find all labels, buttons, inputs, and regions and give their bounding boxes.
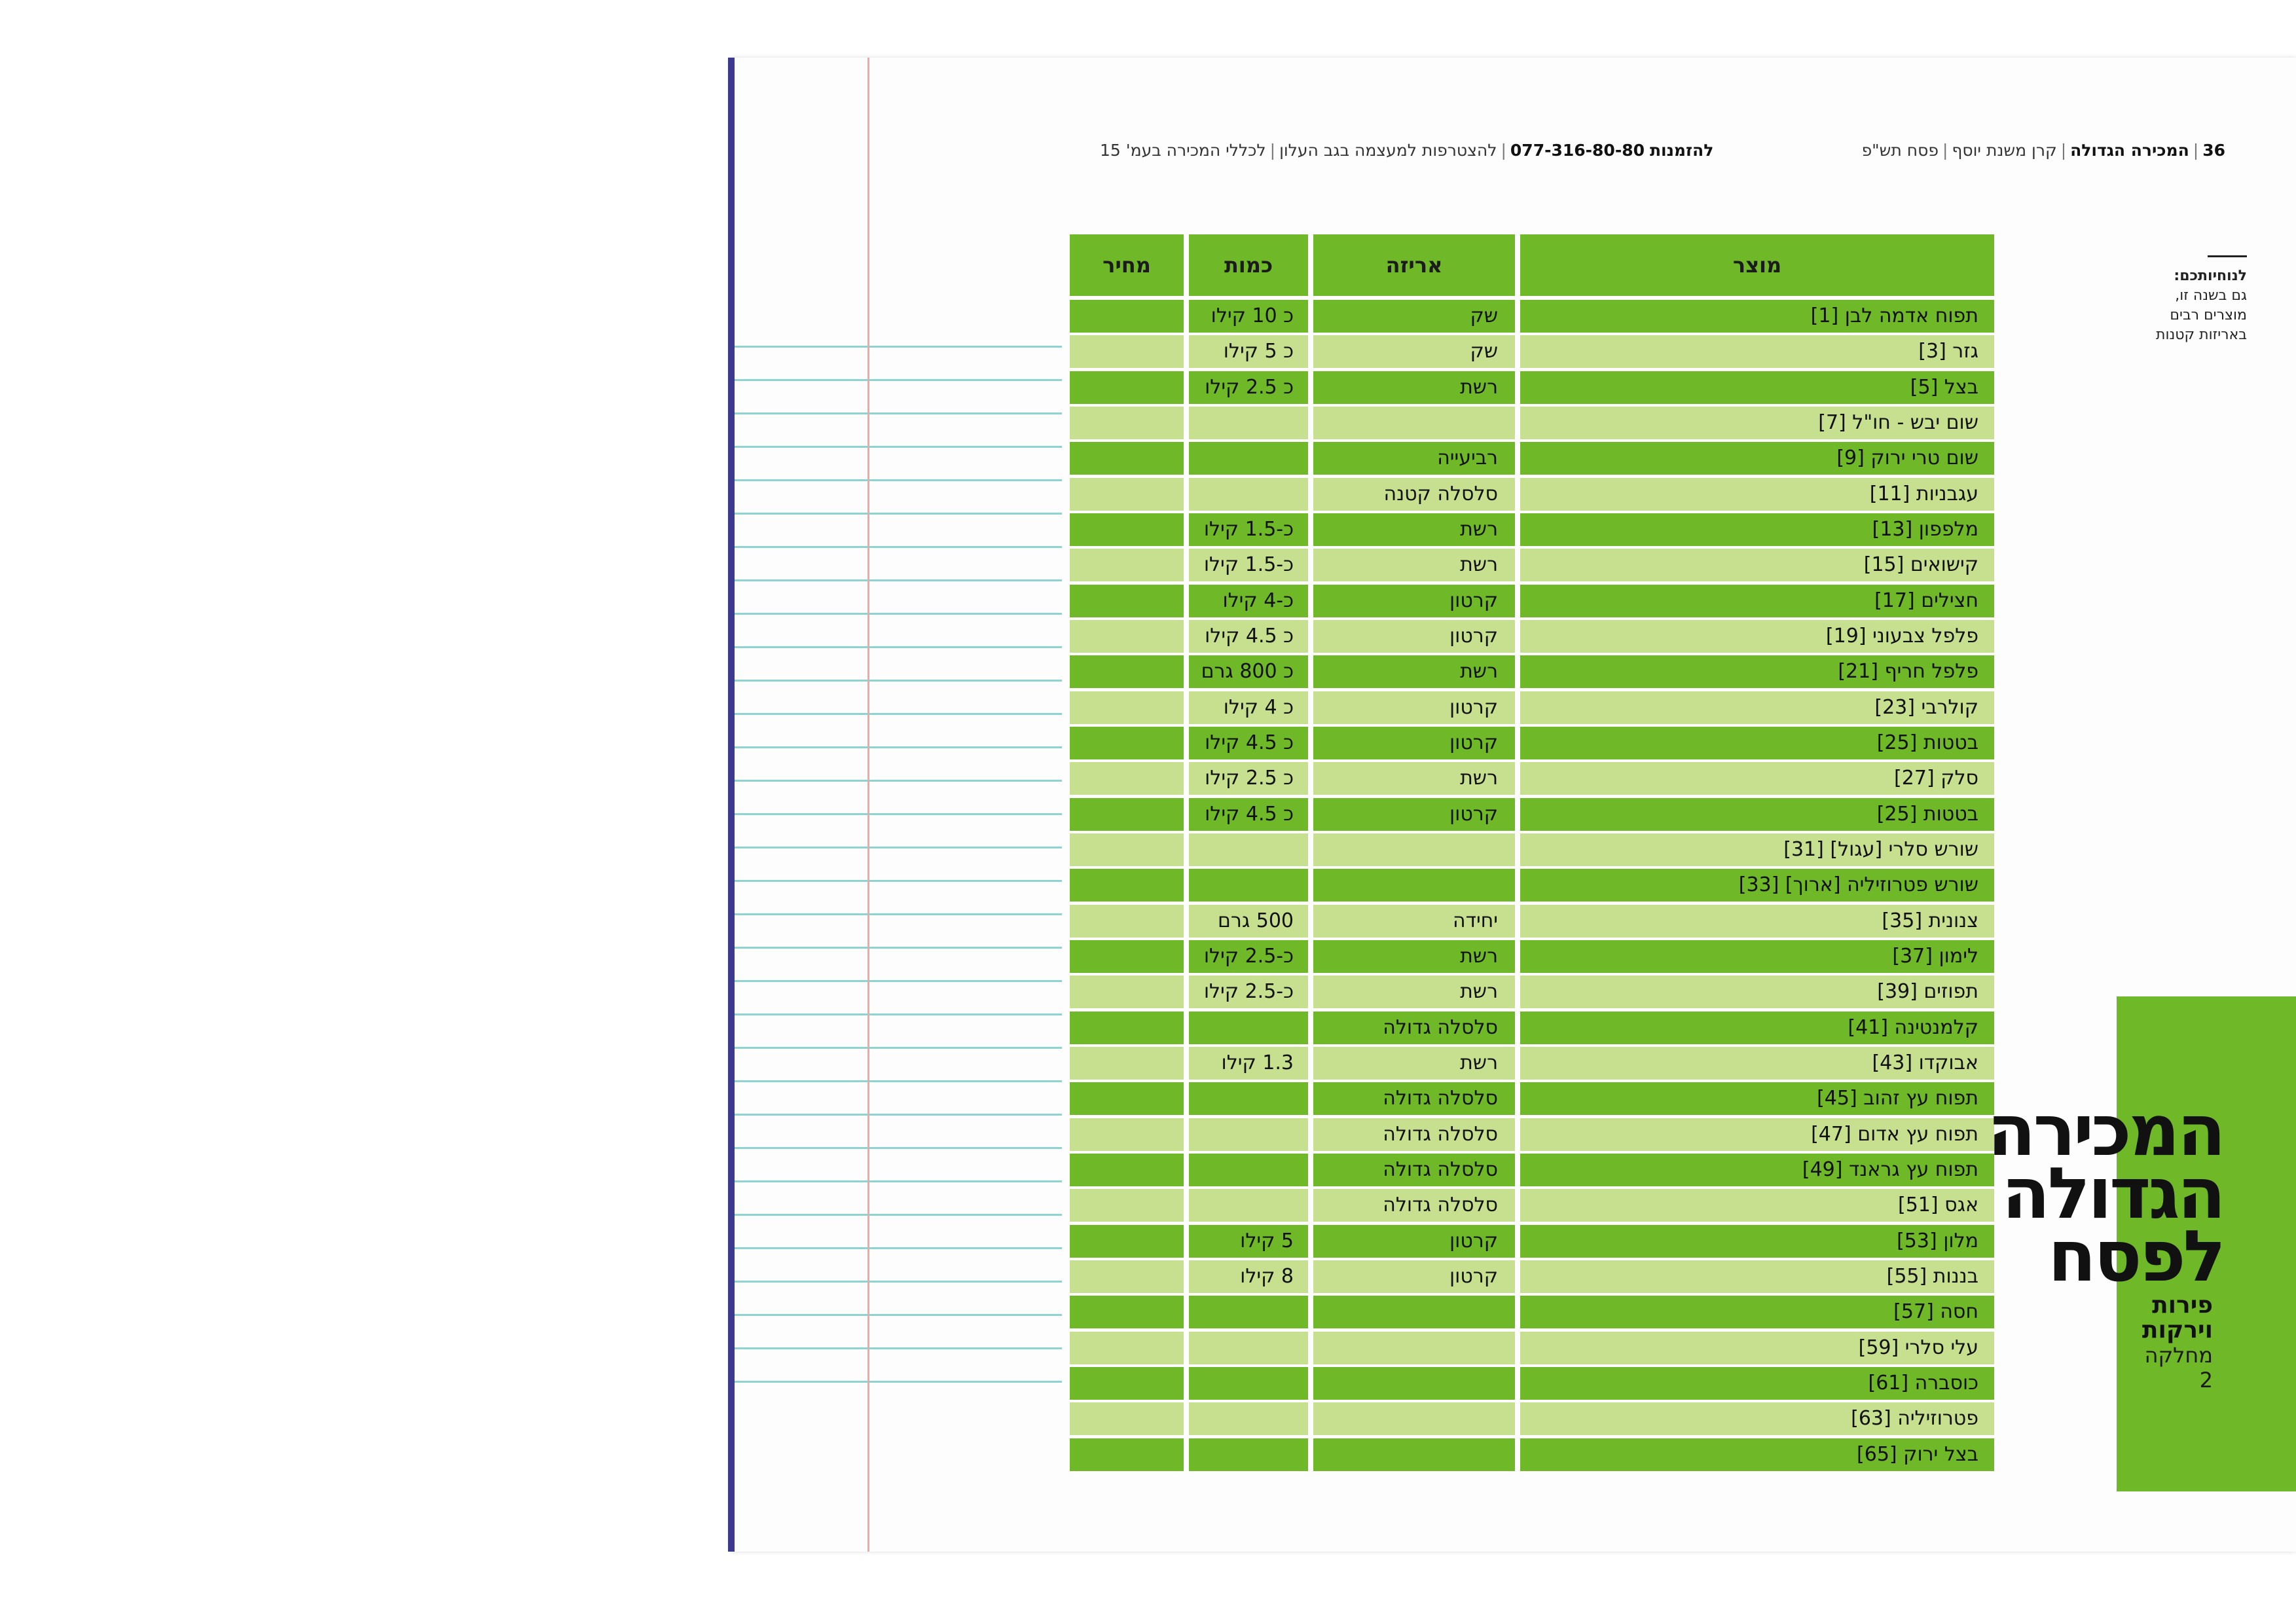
packaging-cell: סלסלה גדולה	[1313, 1189, 1515, 1222]
quantity-cell	[1189, 869, 1308, 902]
sale-title-line: לפסח	[2048, 1216, 2223, 1298]
packaging-cell	[1313, 1332, 1515, 1364]
table-row	[1070, 513, 1994, 546]
product-cell: אגס [51]	[1520, 1189, 1994, 1222]
table-row	[1070, 335, 1994, 368]
product-cell: פלפל חריף [21]	[1520, 655, 1994, 688]
packaging-cell: שק	[1313, 300, 1515, 333]
table-row	[1070, 1189, 1994, 1222]
product-cell: מלפפון [13]	[1520, 513, 1994, 546]
quantity-cell: 500 גרם	[1189, 905, 1308, 938]
packaging-cell: רשת	[1313, 371, 1515, 404]
packaging-cell: רשת	[1313, 655, 1515, 688]
price-input-cell[interactable]	[1070, 549, 1184, 581]
packaging-cell	[1313, 1438, 1515, 1471]
table-row	[1070, 442, 1994, 475]
department-number: 2	[2199, 1368, 2213, 1393]
price-input-cell[interactable]	[1070, 940, 1184, 973]
product-cell: בצל [5]	[1520, 371, 1994, 404]
side-note	[2142, 255, 2247, 345]
quantity-cell	[1189, 407, 1308, 439]
product-cell: כוסברה [61]	[1520, 1367, 1994, 1400]
table-row	[1070, 1225, 1994, 1258]
quantity-cell: כ 2.5 קילו	[1189, 371, 1308, 404]
packaging-cell: רשת	[1313, 513, 1515, 546]
table-row	[1070, 1082, 1994, 1115]
product-cell: תפוזים [39]	[1520, 976, 1994, 1008]
quantity-cell	[1189, 1082, 1308, 1115]
quantity-cell	[1189, 1154, 1308, 1186]
quantity-cell	[1189, 1189, 1308, 1222]
table-row	[1070, 655, 1994, 688]
packaging-cell: קרטון	[1313, 1225, 1515, 1258]
packaging-cell: רשת	[1313, 549, 1515, 581]
quantity-cell: 8 קילו	[1189, 1260, 1308, 1293]
rules-text: לכללי המכירה בעמ' 15	[1100, 141, 1266, 160]
table-row	[1070, 691, 1994, 724]
department-name-line: פירות	[2152, 1292, 2213, 1319]
table-row	[1070, 798, 1994, 831]
price-input-cell[interactable]	[1070, 1260, 1184, 1293]
price-input-cell[interactable]	[1070, 1154, 1184, 1186]
page-header-left: להזמנות 077-316-80-80|להצטרפות למעצמה בגב העלון|לכללי המכירה בעמ' 15	[1100, 141, 1714, 160]
product-cell: שום יבש - חו"ל [7]	[1520, 407, 1994, 439]
product-cell: מלון [53]	[1520, 1225, 1994, 1258]
packaging-cell: סלסלה קטנה	[1313, 478, 1515, 511]
packaging-cell: קרטון	[1313, 585, 1515, 617]
price-input-cell[interactable]	[1070, 1438, 1184, 1471]
table-header	[1070, 234, 1994, 296]
price-input-cell[interactable]	[1070, 1189, 1184, 1222]
quantity-cell: כ 800 גרם	[1189, 655, 1308, 688]
packaging-cell: קרטון	[1313, 620, 1515, 653]
sale-title	[1987, 1090, 2223, 1298]
product-cell: תפוח עץ זהוב [45]	[1520, 1082, 1994, 1115]
header-sale-title: המכירה הגדולה	[2070, 141, 2189, 160]
product-cell: שורש סלרי [עגול] [31]	[1520, 833, 1994, 866]
note-title: לנוחיותכם:	[2174, 268, 2247, 284]
note-body: גם בשנה זו, מוצרים רבים באריזות קטנות	[2156, 287, 2247, 343]
table-row	[1070, 1047, 1994, 1080]
order-table	[1070, 234, 1994, 1474]
price-input-cell[interactable]	[1070, 1012, 1184, 1044]
packaging-cell	[1313, 1402, 1515, 1435]
packaging-cell	[1313, 869, 1515, 902]
price-input-cell[interactable]	[1070, 442, 1184, 475]
product-cell: תפוח עץ אדום [47]	[1520, 1118, 1994, 1151]
quantity-cell	[1189, 1367, 1308, 1400]
quantity-cell: כ-1.5 קילו	[1189, 549, 1308, 581]
notebook-margin-line	[867, 58, 869, 1552]
table-row	[1070, 549, 1994, 581]
product-cell: עגבניות [11]	[1520, 478, 1994, 511]
quantity-cell: כ-4 קילו	[1189, 585, 1308, 617]
table-row	[1070, 1260, 1994, 1293]
price-input-cell[interactable]	[1070, 1296, 1184, 1328]
table-row	[1070, 620, 1994, 653]
header-holiday: פסח תש"פ	[1861, 141, 1939, 160]
table-row	[1070, 1367, 1994, 1400]
header-price: מחיר	[1070, 234, 1184, 296]
packaging-cell: רשת	[1313, 940, 1515, 973]
product-cell: שורש פטרוזיליה [ארוך] [33]	[1520, 869, 1994, 902]
packaging-cell: קרטון	[1313, 1260, 1515, 1293]
product-cell: לימון [37]	[1520, 940, 1994, 973]
packaging-cell: רביעייה	[1313, 442, 1515, 475]
table-row	[1070, 727, 1994, 759]
price-input-cell[interactable]	[1070, 407, 1184, 439]
price-input-cell[interactable]	[1070, 833, 1184, 866]
packaging-cell: סלסלה גדולה	[1313, 1154, 1515, 1186]
product-cell: קישואים [15]	[1520, 549, 1994, 581]
price-input-cell[interactable]	[1070, 905, 1184, 938]
product-cell: גזר [3]	[1520, 335, 1994, 368]
packaging-cell: רשת	[1313, 976, 1515, 1008]
header-packaging: אריזה	[1313, 234, 1515, 296]
quantity-cell	[1189, 1296, 1308, 1328]
note-rule	[2208, 255, 2247, 257]
table-row	[1070, 1438, 1994, 1471]
price-input-cell[interactable]	[1070, 335, 1184, 368]
product-cell: בטטות [25]	[1520, 798, 1994, 831]
quantity-cell: כ-2.5 קילו	[1189, 940, 1308, 973]
table-row	[1070, 905, 1994, 938]
department-word: מחלקה	[2144, 1343, 2213, 1368]
page-number: 36	[2202, 141, 2225, 160]
product-cell: בננות [55]	[1520, 1260, 1994, 1293]
packaging-cell: סלסלה גדולה	[1313, 1118, 1515, 1151]
quantity-cell	[1189, 442, 1308, 475]
price-input-cell[interactable]	[1070, 1367, 1184, 1400]
quantity-cell	[1189, 1438, 1308, 1471]
packaging-cell: קרטון	[1313, 727, 1515, 759]
packaging-cell	[1313, 1367, 1515, 1400]
quantity-cell: כ 4.5 קילו	[1189, 620, 1308, 653]
packaging-cell: קרטון	[1313, 691, 1515, 724]
packaging-cell	[1313, 1296, 1515, 1328]
table-row	[1070, 976, 1994, 1008]
price-input-cell[interactable]	[1070, 513, 1184, 546]
sale-title-line: הגדולה	[2001, 1153, 2223, 1235]
price-input-cell[interactable]	[1070, 371, 1184, 404]
packaging-cell: קרטון	[1313, 798, 1515, 831]
product-cell: פלפל צבעוני [19]	[1520, 620, 1994, 653]
price-input-cell[interactable]	[1070, 1082, 1184, 1115]
price-input-cell[interactable]	[1070, 869, 1184, 902]
quantity-cell	[1189, 1332, 1308, 1364]
quantity-cell: כ 4 קילו	[1189, 691, 1308, 724]
packaging-cell	[1313, 407, 1515, 439]
department-name-line: וירקות	[2141, 1317, 2213, 1343]
orders-label: להזמנות	[1649, 141, 1714, 160]
price-input-cell[interactable]	[1070, 691, 1184, 724]
table-row	[1070, 1296, 1994, 1328]
table-row	[1070, 300, 1994, 333]
product-cell: קולרבי [23]	[1520, 691, 1994, 724]
packaging-cell: שק	[1313, 335, 1515, 368]
packaging-cell: רשת	[1313, 1047, 1515, 1080]
product-cell: פטרוזיליה [63]	[1520, 1402, 1994, 1435]
product-cell: קלמנטינה [41]	[1520, 1012, 1994, 1044]
header-quantity: כמות	[1189, 234, 1308, 296]
quantity-cell	[1189, 1402, 1308, 1435]
price-input-cell[interactable]	[1070, 620, 1184, 653]
quantity-cell	[1189, 833, 1308, 866]
table-row	[1070, 940, 1994, 973]
price-input-cell[interactable]	[1070, 727, 1184, 759]
quantity-cell: כ 4.5 קילו	[1189, 798, 1308, 831]
product-cell: אבוקדו [43]	[1520, 1047, 1994, 1080]
table-body	[1070, 300, 1994, 1471]
table-row	[1070, 1402, 1994, 1435]
price-input-cell[interactable]	[1070, 1118, 1184, 1151]
table-row	[1070, 1332, 1994, 1364]
table-row	[1070, 407, 1994, 439]
table-row	[1070, 833, 1994, 866]
header-product: מוצר	[1520, 234, 1994, 296]
product-cell: בצל ירוק [65]	[1520, 1438, 1994, 1471]
packaging-cell: סלסלה גדולה	[1313, 1012, 1515, 1044]
quantity-cell: כ 2.5 קילו	[1189, 762, 1308, 795]
join-text: להצטרפות למעצמה בגב העלון	[1279, 141, 1497, 160]
price-input-cell[interactable]	[1070, 1225, 1184, 1258]
table-row	[1070, 762, 1994, 795]
department-label	[2121, 1293, 2213, 1393]
quantity-cell: 1.3 קילו	[1189, 1047, 1308, 1080]
product-cell: חסה [57]	[1520, 1296, 1994, 1328]
page-header-right: 36|המכירה הגדולה|קרן משנת יוסף|פסח תש"פ	[1861, 141, 2225, 160]
product-cell: חצילים [17]	[1520, 585, 1994, 617]
quantity-cell: כ 5 קילו	[1189, 335, 1308, 368]
table-row	[1070, 371, 1994, 404]
price-input-cell[interactable]	[1070, 1047, 1184, 1080]
price-input-cell[interactable]	[1070, 1332, 1184, 1364]
header-org: קרן משנת יוסף	[1952, 141, 2057, 160]
product-cell: צנונית [35]	[1520, 905, 1994, 938]
product-cell: בטטות [25]	[1520, 727, 1994, 759]
packaging-cell: רשת	[1313, 762, 1515, 795]
price-input-cell[interactable]	[1070, 655, 1184, 688]
quantity-cell	[1189, 1118, 1308, 1151]
price-input-cell[interactable]	[1070, 762, 1184, 795]
table-row	[1070, 1154, 1994, 1186]
packaging-cell: יחידה	[1313, 905, 1515, 938]
product-cell: שום טרי ירוק [9]	[1520, 442, 1994, 475]
table-row	[1070, 1118, 1994, 1151]
quantity-cell: כ 4.5 קילו	[1189, 727, 1308, 759]
table-row	[1070, 585, 1994, 617]
quantity-cell: כ-1.5 קילו	[1189, 513, 1308, 546]
product-cell: תפוח עץ גראנד [49]	[1520, 1154, 1994, 1186]
table-row	[1070, 1012, 1994, 1044]
price-input-cell[interactable]	[1070, 976, 1184, 1008]
packaging-cell	[1313, 833, 1515, 866]
price-input-cell[interactable]	[1070, 300, 1184, 333]
quantity-cell	[1189, 1012, 1308, 1044]
notebook-lines	[735, 314, 1062, 1388]
price-input-cell[interactable]	[1070, 798, 1184, 831]
product-cell: תפוח אדמה לבן [1]	[1520, 300, 1994, 333]
table-row	[1070, 869, 1994, 902]
quantity-cell	[1189, 478, 1308, 511]
sale-title-line: המכירה	[1987, 1090, 2223, 1172]
price-input-cell[interactable]	[1070, 478, 1184, 511]
orders-phone: 077-316-80-80	[1510, 141, 1645, 160]
notebook-binding-edge	[728, 58, 735, 1552]
product-cell: סלק [27]	[1520, 762, 1994, 795]
quantity-cell: כ 10 קילו	[1189, 300, 1308, 333]
price-input-cell[interactable]	[1070, 585, 1184, 617]
quantity-cell: כ-2.5 קילו	[1189, 976, 1308, 1008]
price-input-cell[interactable]	[1070, 1402, 1184, 1435]
quantity-cell: 5 קילו	[1189, 1225, 1308, 1258]
packaging-cell: סלסלה גדולה	[1313, 1082, 1515, 1115]
product-cell: עלי סלרי [59]	[1520, 1332, 1994, 1364]
table-row	[1070, 478, 1994, 511]
